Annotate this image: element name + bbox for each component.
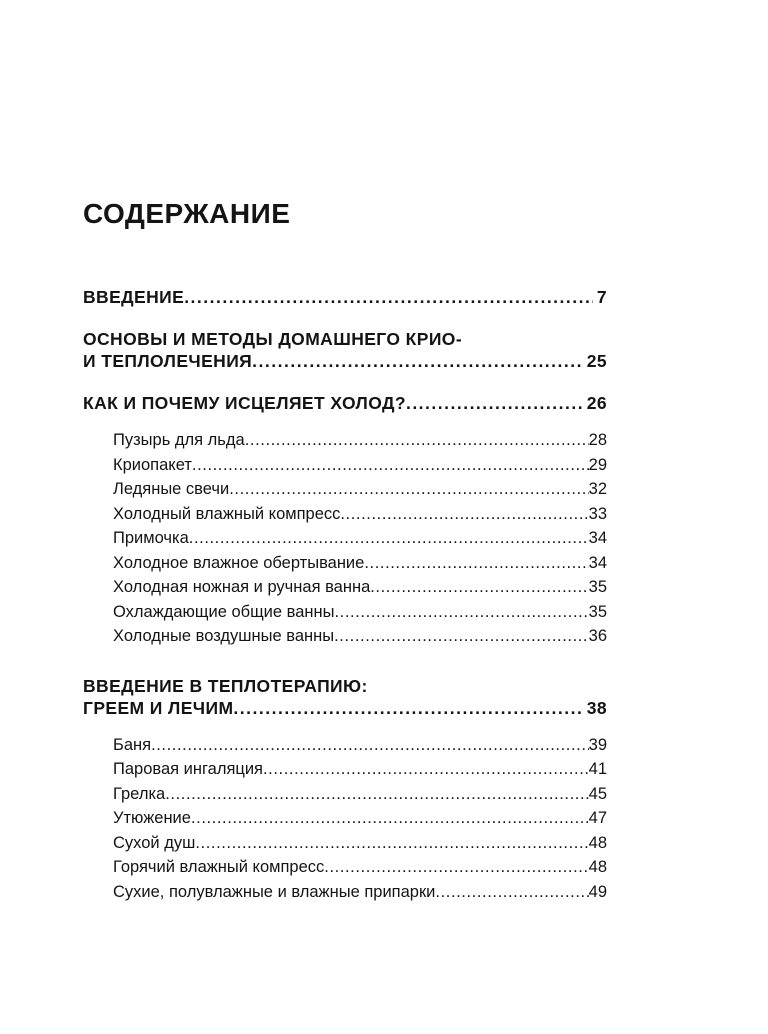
leader-dots [406, 392, 583, 414]
toc-entry-title-line1: ВВЕДЕНИЕ В ТЕПЛОТЕРАПИЮ: [83, 675, 368, 696]
toc-entry [83, 697, 607, 719]
toc-chapter-cold [83, 392, 607, 414]
toc-subentry-page: 47 [588, 809, 607, 827]
leader-dots [252, 350, 583, 372]
toc-entry-title: ВВЕДЕНИЕ [83, 287, 185, 307]
toc-subentry-page: 34 [588, 529, 607, 547]
toc-subentry-page: 49 [588, 882, 607, 901]
leader-dots [263, 757, 589, 782]
toc-subentry-title: Криопакет [113, 455, 192, 474]
leader-dots [191, 806, 589, 831]
toc-subentry-title: Утюжение [113, 809, 191, 827]
toc-subentry [113, 600, 607, 625]
leader-dots [229, 477, 588, 502]
toc-entry-page: 25 [586, 351, 607, 371]
toc-subentry-page: 29 [588, 455, 607, 474]
toc-subentry-page: 34 [588, 553, 607, 572]
leader-dots [370, 575, 588, 600]
leader-dots [233, 697, 582, 719]
leader-dots [192, 453, 589, 478]
toc-subsections-cold [83, 428, 607, 649]
toc-entry-title: ГРЕЕМ И ЛЕЧИМ [83, 697, 234, 718]
toc-subentry [113, 575, 607, 600]
leader-dots [195, 831, 588, 856]
toc-entry-title: И ТЕПЛОЛЕЧЕНИЯ [83, 351, 253, 371]
toc-subentry-title: Холодные воздушные ванны [113, 627, 335, 645]
toc-entry-title-line1: ОСНОВЫ И МЕТОДЫ ДОМАШНЕГО КРИО- [83, 329, 463, 349]
toc-subentry [113, 526, 607, 551]
toc-subentry-title: Холодный влажный компресс [113, 504, 341, 523]
leader-dots [151, 733, 589, 758]
toc-subentry [113, 477, 607, 502]
toc-subentry-page: 28 [588, 431, 607, 449]
toc-subentry [113, 855, 607, 880]
leader-dots [165, 782, 588, 807]
toc-subentry [113, 782, 607, 807]
toc-entry-page: 38 [586, 697, 607, 718]
toc-subentry-page: 48 [588, 833, 607, 852]
toc-entry-page: 7 [596, 287, 607, 307]
leader-dots [245, 428, 589, 453]
toc-entry-page: 26 [586, 393, 607, 413]
toc-entry [83, 392, 607, 414]
toc-entry-title: КАК И ПОЧЕМУ ИСЦЕЛЯЕТ ХОЛОД? [83, 393, 406, 413]
leader-dots [184, 286, 593, 308]
toc-subentry [113, 757, 607, 782]
leader-dots [334, 624, 589, 649]
table-of-contents [83, 286, 607, 904]
toc-subentry-page: 35 [588, 602, 607, 621]
toc-subentry-title: Примочка [113, 529, 189, 547]
toc-subentry-title: Ледяные свечи [113, 480, 230, 498]
leader-dots [189, 526, 589, 551]
toc-subentry [113, 502, 607, 527]
toc-subentry-title: Сухой душ [113, 833, 196, 852]
toc-subentry-title: Пузырь для льда [113, 431, 245, 449]
toc-subentry-title: Грелка [113, 784, 166, 803]
page-title: СОДЕРЖАНИЕ [83, 198, 291, 229]
toc-subentry [113, 806, 607, 831]
toc-subentry-title: Сухие, полувлажные и влажные припарки [113, 882, 436, 901]
toc-subentry-title: Охлаждающие общие ванны [113, 602, 335, 621]
toc-subentry [113, 453, 607, 478]
toc-subentry [113, 880, 607, 905]
toc-chapter-heat [83, 675, 607, 719]
toc-subentry [113, 733, 607, 758]
leader-dots [340, 502, 588, 527]
toc-subentry-page: 45 [588, 784, 607, 803]
toc-subentry-title: Холодное влажное обертывание [113, 553, 365, 572]
toc-subentry-title: Баня [113, 735, 152, 754]
toc-subentry-page: 35 [588, 578, 607, 596]
toc-subentry-page: 33 [588, 504, 607, 523]
toc-subentry-page: 39 [588, 735, 607, 754]
toc-chapter-introduction [83, 286, 607, 308]
leader-dots [364, 551, 588, 576]
toc-subentry [113, 551, 607, 576]
toc-entry [83, 350, 607, 372]
toc-subentry-title: Паровая ингаляция [113, 760, 263, 778]
leader-dots [435, 880, 588, 905]
toc-subentry [113, 624, 607, 649]
toc-subentry [113, 428, 607, 453]
leader-dots [335, 600, 589, 625]
leader-dots [324, 855, 588, 880]
toc-subsections-heat [83, 733, 607, 905]
toc-subentry [113, 831, 607, 856]
toc-subentry-page: 36 [588, 627, 607, 645]
toc-chapter-basics [83, 328, 607, 372]
toc-subentry-page: 32 [588, 480, 607, 498]
toc-entry [83, 286, 607, 308]
toc-subentry-page: 48 [588, 858, 607, 876]
toc-subentry-title: Горячий влажный компресс [113, 858, 325, 876]
toc-subentry-title: Холодная ножная и ручная ванна [113, 578, 371, 596]
toc-subentry-page: 41 [588, 760, 607, 778]
